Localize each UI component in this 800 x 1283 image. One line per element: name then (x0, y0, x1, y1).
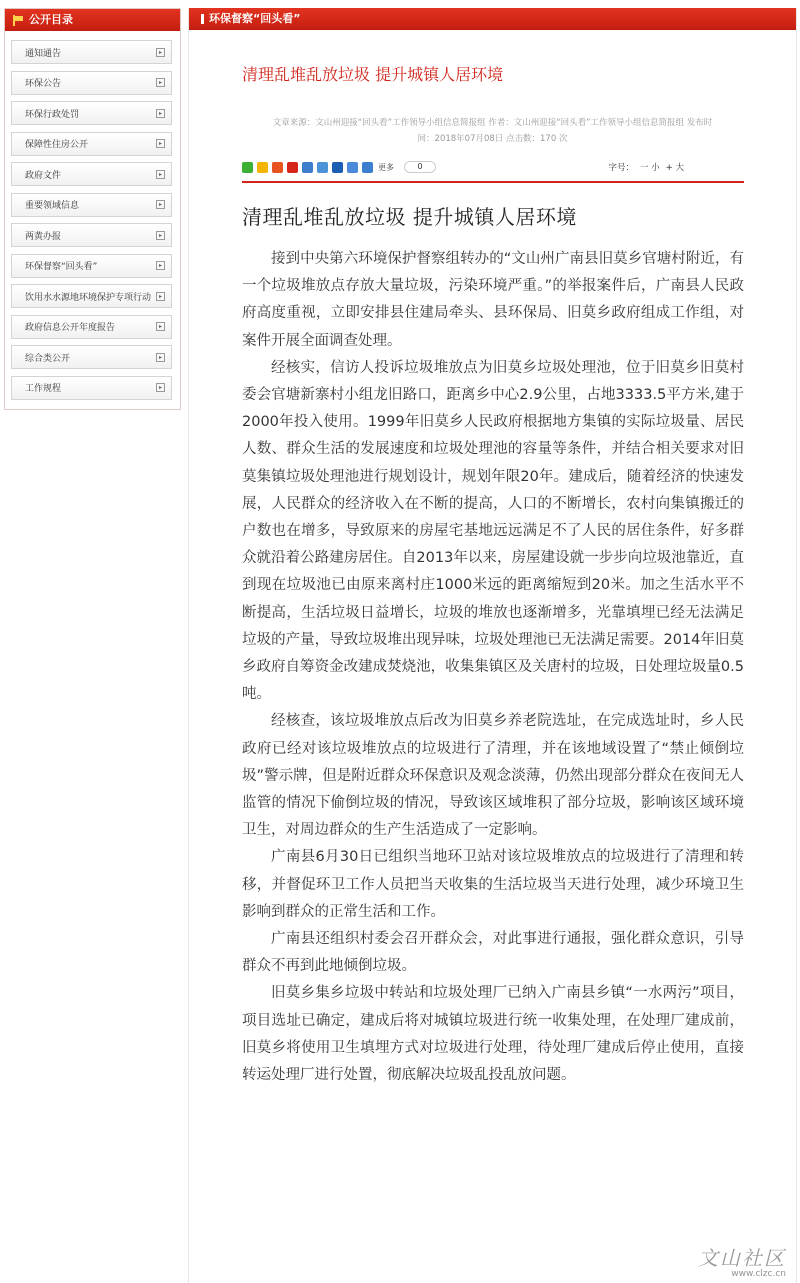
paragraph: 旧莫乡集乡垃圾中转站和垃圾处理厂已纳入广南县乡镇“一水两污”项目，项目选址已确定，建成后将对城镇垃圾进行统一收集处理，在处理厂建成前，旧莫乡将使用卫生填埋方式对垃圾进行处理，待处理厂建成后停止使用，直接转运处理厂进行处置，彻底解决垃圾乱投乱放问题。 (242, 985, 744, 1084)
chevron-right-icon: ▸ (156, 200, 165, 209)
sidebar-item[interactable] (11, 40, 172, 64)
article-toolbar (242, 157, 744, 183)
paragraph: 广南县还组织村委会召开群众会，对此事进行通报，强化群众意识，引导群众不再到此地倾倒垃圾。 (242, 931, 744, 975)
sidebar-item[interactable] (11, 132, 172, 156)
chevron-right-icon: ▸ (156, 139, 165, 148)
article-title: 清理乱堆乱放垃圾 提升城镇人居环境 (242, 65, 504, 84)
people-icon[interactable] (332, 162, 343, 173)
sidebar-item-label: 环保行政处罚 (25, 109, 80, 120)
watermark (698, 1242, 786, 1279)
tieba-icon[interactable] (317, 162, 328, 173)
sina-icon[interactable] (347, 162, 358, 173)
chevron-right-icon: ▸ (156, 109, 165, 118)
share-bar (242, 161, 436, 173)
chevron-right-icon: ▸ (156, 48, 165, 57)
sidebar-item[interactable] (11, 193, 172, 217)
sidebar-item[interactable] (11, 162, 172, 186)
sidebar-item-label: 饮用水水源地环境保护专项行动 (25, 292, 152, 303)
chevron-right-icon: ▸ (156, 78, 165, 87)
chevron-right-icon: ▸ (156, 353, 165, 362)
renren-icon[interactable] (287, 162, 298, 173)
meta-line: 间：2018年07月08日 点击数：170 次 (417, 134, 568, 144)
font-size-control (602, 161, 684, 173)
sidebar-item[interactable] (11, 223, 172, 247)
sidebar-item-label: 政府文件 (25, 170, 62, 181)
watermark-url: www.clzc.cn (731, 1269, 786, 1279)
sidebar-item-label: 环保督察“回头看” (25, 262, 98, 272)
section-title: 环保督察“回头看” (209, 12, 301, 25)
wechat-icon[interactable] (242, 162, 253, 173)
article-body (242, 246, 744, 1089)
font-small-button[interactable]: 一 小 (639, 163, 660, 173)
sidebar-item[interactable] (11, 71, 172, 95)
tqq-icon[interactable] (272, 162, 283, 173)
content-title: 清理乱堆乱放垃圾 提升城镇人居环境 (242, 205, 577, 229)
sidebar (4, 8, 181, 410)
chevron-right-icon: ▸ (156, 383, 165, 392)
sidebar-item-label: 工作规程 (25, 384, 62, 394)
sidebar-item-label: 重要领域信息 (25, 201, 80, 211)
share-count: 0 (404, 161, 436, 173)
sidebar-item-label: 保障性住房公开 (25, 140, 89, 150)
chevron-right-icon: ▸ (156, 322, 165, 331)
sidebar-item-label: 通知通告 (25, 48, 62, 59)
sidebar-item[interactable] (11, 284, 172, 308)
sidebar-item[interactable] (11, 376, 172, 400)
paragraph: 经核查，该垃圾堆放点后改为旧莫乡养老院选址，在完成选址时，乡人民政府已经对该垃圾堆放点的垃圾进行了清理，并在该地域设置了“禁止倾倒垃圾”警示牌，但是附近群众环保意识及观念淡薄，仍然出现部分群众在夜间无人监管的情况下偷倒垃圾的情况，导致该区域堆积了部分垃圾，影响该区域环境卫生，对周边群众的生产生活造成了一定影响。 (242, 713, 744, 839)
sidebar-item[interactable] (11, 101, 172, 125)
sidebar-title: 公开目录 (29, 13, 73, 26)
flag-icon (13, 15, 23, 25)
chevron-right-icon: ▸ (156, 261, 165, 270)
watermark-text: 文山社区 (698, 1246, 786, 1270)
article-meta (239, 115, 746, 147)
share-more-link[interactable]: 更多 (378, 162, 394, 172)
paragraph: 广南县6月30日已组织当地环卫站对该垃圾堆放点的垃圾进行了清理和转移，并督促环卫工作人员把当天收集的生活垃圾当天进行处理，减少环境卫生影响到群众的正常生活和工作。 (242, 849, 744, 920)
douban-icon[interactable] (302, 162, 313, 173)
font-size-label: 字号： (608, 163, 634, 173)
chevron-right-icon: ▸ (156, 292, 165, 301)
more-icon[interactable] (362, 162, 373, 173)
header-bar-icon (201, 14, 204, 24)
meta-line: 文章来源：文山州迎接“回头看”工作领导小组信息简报组 作者：文山州迎接“回头看”工作领导小组信息简报组 发布时 (272, 118, 713, 128)
sidebar-item-label: 政府信息公开年度报告 (25, 323, 116, 333)
sidebar-menu (5, 31, 180, 400)
sidebar-header (5, 9, 180, 31)
section-header (189, 8, 796, 30)
paragraph: 经核实，信访人投诉垃圾堆放点为旧莫乡垃圾处理池，位于旧莫乡旧莫村委会官塘新寨村小组龙旧路口，距离乡中心2.9公里，占地3333.5平方米,建于2000年投入使用。1999年旧莫乡人民政府根据地方集镇的实际垃圾量、居民人数、群众生活的发展速度和垃圾处理池的容量等条件，并结合相关要求对旧莫集镇垃圾处理池进行规划设计，规划年限20年。建成后，随着经济的快速发展，人民群众的经济收入在不断的提高，人口的不断增长，农村向集镇搬迁的户数也在增多，导致原来的房屋宅基地远远满足不了人民的居住条件，好多群众就沿着公路建房居住。自2013年以来，房屋建设就一步步向垃圾池靠近，直到现在垃圾池已由原来离村庄1000米远的距离缩短到20米。加之生活水平不断提高，生活垃圾日益增长，垃圾的堆放也逐渐增多，光靠填埋已经无法满足垃圾的产量，导致垃圾堆出现异味，垃圾处理池已无法满足需要。2014年旧莫乡政府自筹资金改建成焚烧池，收集集镇区及关唐村的垃圾，日处理垃圾量0.5吨。 (242, 359, 744, 703)
font-large-button[interactable]: + 大 (665, 163, 684, 173)
qzone-icon[interactable] (257, 162, 268, 173)
sidebar-item-label: 综合类公开 (25, 353, 71, 364)
chevron-right-icon: ▸ (156, 170, 165, 179)
sidebar-item[interactable] (11, 315, 172, 339)
paragraph: 接到中央第六环境保护督察组转办的“文山州广南县旧莫乡官塘村附近，有一个垃圾堆放点存放大量垃圾，污染环境严重。”的举报案件后，广南县人民政府高度重视，立即安排县住建局牵头、县环保局、旧莫乡政府组成工作组，对案件开展全面调查处理。 (242, 251, 744, 349)
sidebar-item-label: 两黄办报 (25, 231, 62, 242)
sidebar-item[interactable] (11, 345, 172, 369)
sidebar-item[interactable] (11, 254, 172, 278)
sidebar-item-label: 环保公告 (25, 79, 62, 89)
chevron-right-icon: ▸ (156, 231, 165, 240)
main-content (188, 8, 797, 1283)
